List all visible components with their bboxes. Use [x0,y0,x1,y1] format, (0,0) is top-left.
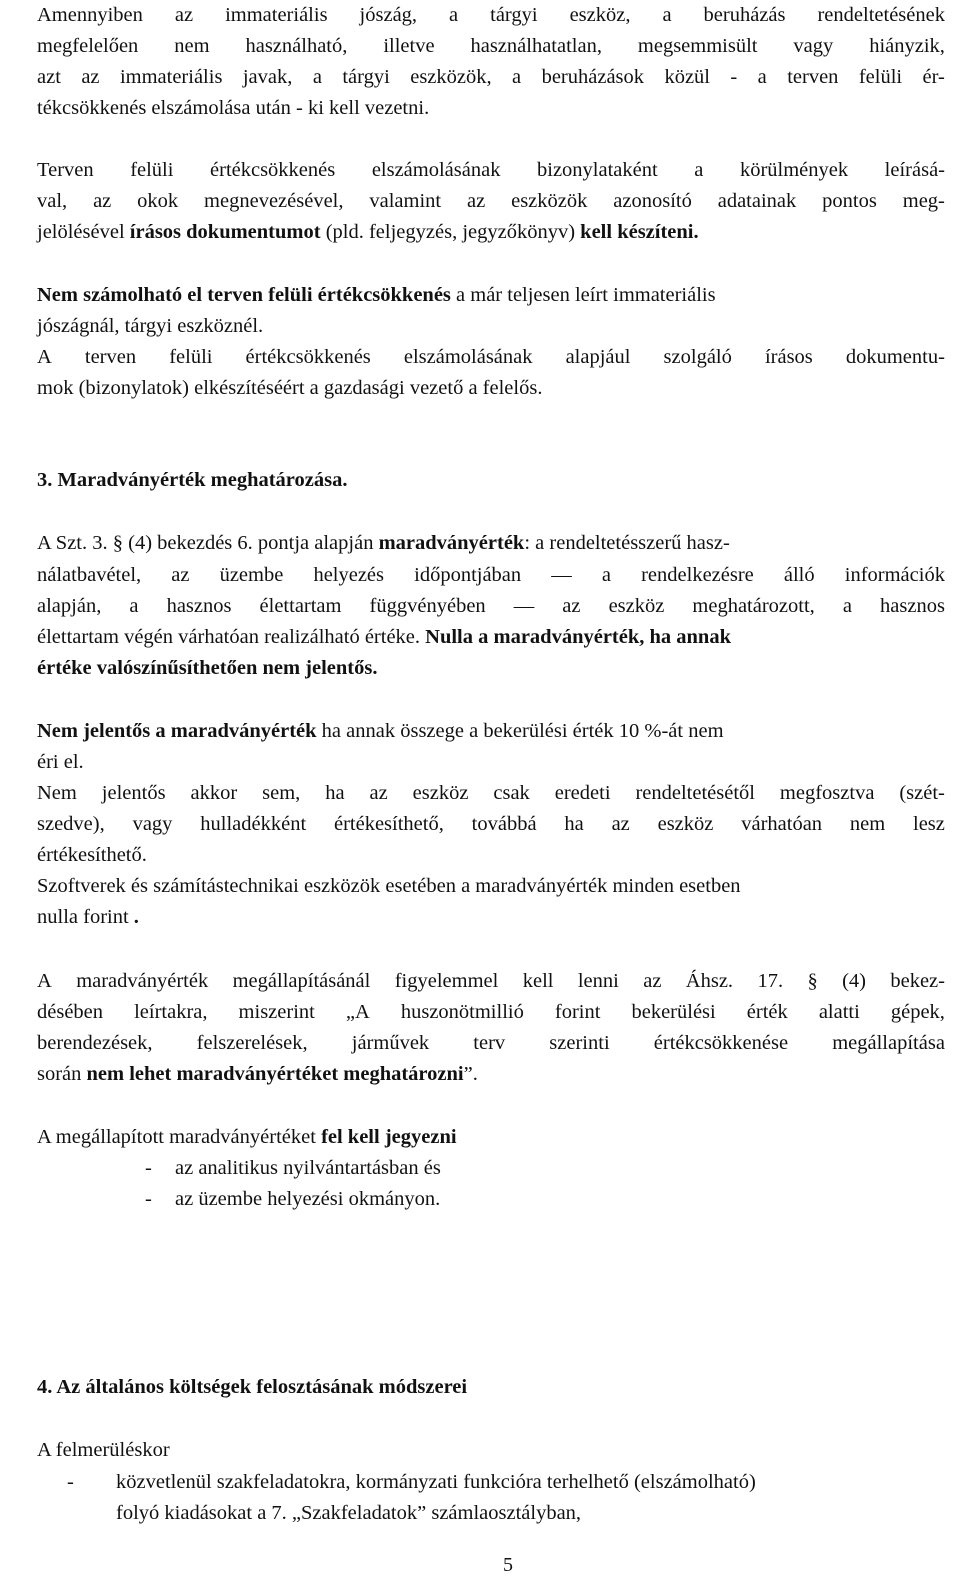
word: nem [174,35,210,57]
word: immateriális [119,66,223,88]
word: eszköz [608,595,665,617]
paragraph-line: mok (bizonylatok) elkészítéséért a gazdasági vezető a felelős. [37,377,543,399]
word: járművek [351,1032,430,1054]
word: felüli [169,346,213,368]
word: vagy [132,813,173,835]
word: megnevezésével, [204,190,344,212]
paragraph-line: során nem lehet maradványértéket meghatározni”. [37,1063,478,1085]
word: üzembe [219,564,284,586]
paragraph-line: tékcsökkenés elszámolása után - ki kell vezetni. [37,97,430,119]
word: - [730,66,738,88]
word: az [174,4,194,26]
word: felüli [130,159,174,181]
list-dash: - [145,1188,152,1210]
word: eredeti [554,782,611,804]
word: ha [325,782,345,804]
word: terven [787,66,839,88]
word: a [449,4,459,26]
word: használhatatlan, [470,35,602,57]
paragraph-line [37,31,945,62]
word: pontos [822,190,877,212]
word: ér- [922,66,945,88]
word: szedve), [37,813,105,835]
word: az [562,595,581,617]
word: Nem [37,782,77,804]
paragraph-line: A Szt. 3. § (4) bekezdés 6. pontja alapján maradványérték: a rendeltetésszerű hasz- [37,532,730,554]
word: valamint [369,190,442,212]
paragraph-line [37,62,945,93]
word: a [129,595,139,617]
word: azonosító [613,190,692,212]
list-item: közvetlenül szakfeladatokra, kormányzati funkcióra terhelhető (elszámolható) [116,1471,756,1493]
word: hasznos [880,595,945,617]
word: értékcsökkenése [653,1032,789,1054]
word: tárgyi [342,66,390,88]
word: érték [746,1001,788,1023]
word: val, [37,190,68,212]
word: nálatbavétel, [37,564,142,586]
word: immateriális [225,4,328,26]
word: leírtakra, [134,1001,208,1023]
word: a [694,159,704,181]
word: rendelkezésre [641,564,754,586]
word: (szét- [899,782,945,804]
word: (4) [842,970,866,992]
paragraph-line: értékesíthető. [37,844,147,866]
word: eszközök [511,190,588,212]
paragraph-line: Szoftverek és számítástechnikai eszközök esetében a maradványérték minden esetben [37,875,741,897]
paragraph-line [37,966,945,997]
word: az [171,564,190,586]
word: tárgyi [490,4,538,26]
word: akkor [190,782,238,804]
word: meg- [902,190,945,212]
paragraph-line [37,591,945,622]
word: hasznos [166,595,232,617]
word: sem, [262,782,301,804]
word: a [512,66,522,88]
paragraph-line [37,155,945,186]
word: azt [37,66,61,88]
word: bekerülési [631,1001,716,1023]
word: illetve [383,35,435,57]
list-item: folyó kiadásokat a 7. „Szakfeladatok” számlaosztályban, [116,1502,582,1524]
word: alapján, [37,595,102,617]
paragraph-line [37,186,945,217]
word: a [842,595,852,617]
paragraph-line [37,0,945,31]
word: megállapításánál [232,970,371,992]
word: eszköz [412,782,469,804]
paragraph-line: éri el. [37,751,84,773]
word: javak, [242,66,293,88]
list-item: az üzembe helyezési okmányon. [175,1188,441,1210]
word: ha [564,813,584,835]
paragraph-line: Nem jelentős a maradványérték ha annak összege a bekerülési érték 10 %-át nem [37,720,724,742]
word: § [807,970,818,992]
paragraph-line: Nem számolható el terven felüli értékcsökkenés a már teljesen leírt immateriális [37,284,716,306]
word: adatainak [717,190,797,212]
word: A [37,346,52,368]
word: miszerint [238,1001,315,1023]
page-number: 5 [503,1554,513,1576]
word: Amennyiben [37,4,143,26]
word: függvényében [369,595,486,617]
word: terven [84,346,137,368]
word: hiányzik, [869,35,945,57]
word: gépek, [890,1001,945,1023]
word: nem [849,813,886,835]
word: elszámolásának [371,159,501,181]
list-item: az analitikus nyilvántartásban és [175,1157,441,1179]
section-heading: 3. Maradványérték meghatározása. [37,469,348,491]
word: időpontjában [414,564,522,586]
paragraph-line: A felmerüléskor [37,1439,170,1461]
word: értékcsökkenés [245,346,371,368]
paragraph-line [37,560,945,591]
word: dokumentu- [845,346,945,368]
word: A [37,970,52,992]
word: csak [493,782,530,804]
word: írásos [764,346,813,368]
paragraph-line: A megállapított maradványértéket fel kell jegyezni [37,1126,457,1148]
word: közül [664,66,710,88]
word: álló [783,564,815,586]
word: felüli [858,66,903,88]
word: bizonylataként [537,159,658,181]
word: a [662,4,672,26]
word: jelentős [101,782,166,804]
word: helyezés [313,564,385,586]
word: beruházások [541,66,645,88]
word: eszközök, [410,66,492,88]
word: lenni [577,970,619,992]
word: hulladékként [200,813,307,835]
word: felszerelések, [196,1032,308,1054]
word: vagy [793,35,834,57]
word: eszköz, [569,4,631,26]
word: meghatározott, [692,595,815,617]
word: „A [345,1001,370,1023]
paragraph-line [37,997,945,1028]
paragraph-line: jelölésével írásos dokumentumot (pld. feljegyzés, jegyzőkönyv) kell készíteni. [37,221,699,243]
word: rendeltetésének [817,4,945,26]
paragraph-line [37,342,945,373]
word: jószág, [359,4,418,26]
word: elszámolásának [403,346,533,368]
word: figyelemmel [394,970,499,992]
word: megfelelően [37,35,139,57]
word: szerinti [549,1032,610,1054]
word: désében [37,1001,104,1023]
paragraph-line [37,1028,945,1059]
word: huszonötmillió [400,1001,524,1023]
word: az [93,190,112,212]
list-dash: - [67,1471,74,1493]
paragraph-line: nulla forint . [37,906,139,928]
word: az [467,190,486,212]
word: alatti [818,1001,860,1023]
word: értékcsökkenés [210,159,336,181]
word: lesz [913,813,945,835]
paragraph-line [37,778,945,809]
word: megállapítása [832,1032,945,1054]
word: 17. [757,970,784,992]
word: leírásá- [884,159,945,181]
word: megsemmisült [637,35,758,57]
word: — [551,564,572,586]
word: — [513,595,535,617]
word: körülmények [739,159,849,181]
paragraph-line: élettartam végén várhatóan realizálható értéke. Nulla a maradványérték, ha annak [37,626,731,648]
word: rendeltetésétől [635,782,755,804]
word: forint [554,1001,601,1023]
word: okok [137,190,179,212]
word: az [643,970,662,992]
word: Áhsz. [685,970,734,992]
word: megfosztva [779,782,875,804]
word: a [312,66,322,88]
word: az [81,66,100,88]
word: alapjául [565,346,631,368]
word: várhatóan [741,813,823,835]
word: szolgáló [663,346,732,368]
word: értékesíthető, [333,813,444,835]
word: bekez- [890,970,945,992]
word: berendezések, [37,1032,153,1054]
word: a [757,66,767,88]
word: információk [844,564,945,586]
word: kell [522,970,554,992]
word: élettartam [259,595,342,617]
word: Terven [37,159,94,181]
word: használható, [245,35,348,57]
paragraph-line [37,809,945,840]
word: a [601,564,611,586]
list-dash: - [145,1157,152,1179]
section-heading: 4. Az általános költségek felosztásának módszerei [37,1376,468,1398]
word: eszköz [657,813,714,835]
word: maradványérték [76,970,209,992]
word: beruházás [703,4,786,26]
word: továbbá [471,813,537,835]
word: az [369,782,388,804]
word: terv [473,1032,506,1054]
paragraph-line: értéke valószínűsíthetően nem jelentős. [37,657,378,679]
word: az [611,813,630,835]
paragraph-line: jószágnál, tárgyi eszköznél. [37,315,264,337]
